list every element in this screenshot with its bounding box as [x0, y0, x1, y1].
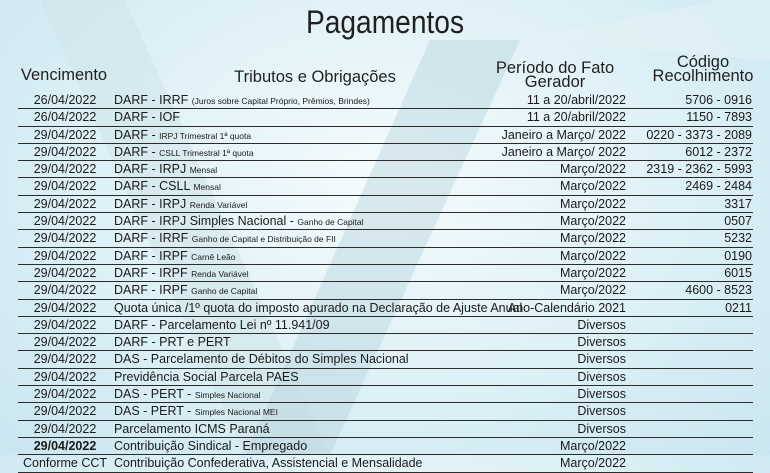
cell-tributo [114, 213, 364, 230]
header-periodo-line2: Gerador [524, 73, 586, 91]
cell-vencimento: 29/04/2022 [33, 248, 97, 263]
cell-tributo [114, 317, 330, 333]
table-row [18, 334, 753, 351]
cell-periodo: Diversos [577, 352, 626, 367]
table-row [18, 178, 753, 195]
cell-tributo [114, 144, 254, 161]
cell-vencimento: 26/04/2022 [33, 93, 97, 107]
cell-periodo: Março/2022 [559, 179, 626, 194]
cell-codigo: 0507 [724, 214, 752, 229]
cell-codigo: 2319 - 2362 - 5993 [646, 162, 752, 177]
table-row [18, 403, 753, 420]
tributo-main: DAS - PERT - [114, 387, 195, 402]
tributo-detail: IRPJ Trimestral 1ª quota [159, 130, 252, 141]
table-row [18, 351, 753, 368]
tributo-main: Quota única /1º quota do imposto apurado na Declaração de Ajuste Anual [114, 300, 523, 315]
cell-periodo: Março/2022 [559, 214, 626, 229]
cell-periodo: Março/2022 [559, 248, 626, 263]
cell-vencimento: 29/04/2022 [33, 317, 97, 332]
tributo-detail: Simples Nacional MEI [194, 407, 278, 418]
tributo-detail: Carnê Leão [191, 251, 236, 262]
cell-vencimento: 29/04/2022 [33, 421, 97, 436]
cell-vencimento: 29/04/2022 [33, 179, 97, 194]
tributo-main: DARF - PRT e PERT [114, 335, 231, 350]
cell-vencimento: 29/04/2022 [33, 404, 97, 419]
header-vencimento: Vencimento [20, 66, 108, 84]
cell-tributo [114, 196, 247, 213]
cell-periodo: Março/2022 [559, 456, 626, 471]
cell-tributo [114, 369, 299, 385]
tributo-main: DARF - Parcelamento Lei nº 11.941/09 [114, 317, 330, 332]
tributo-main: DAS - PERT - [114, 404, 195, 419]
cell-tributo [114, 282, 257, 299]
tributo-main: DARF - IRPJ [114, 196, 187, 211]
cell-vencimento: 29/04/2022 [33, 283, 97, 298]
tributo-main: DARF - [114, 144, 160, 159]
cell-codigo: 0220 - 3373 - 2089 [646, 127, 752, 142]
table-row [18, 248, 753, 265]
tributo-detail: Ganho de Capital [191, 286, 258, 297]
cell-tributo [114, 127, 251, 144]
cell-tributo [114, 334, 231, 350]
cell-tributo [114, 455, 423, 471]
cell-vencimento: 26/04/2022 [33, 110, 97, 125]
cell-tributo [114, 351, 409, 367]
table-row [18, 317, 753, 334]
tributo-main: Parcelamento ICMS Paraná [114, 421, 270, 436]
tributo-main: DAS - Parcelamento de Débitos do Simples Nacional [114, 352, 409, 367]
payments-table [18, 92, 753, 473]
cell-periodo: Março/2022 [559, 162, 626, 177]
cell-vencimento: 29/04/2022 [33, 162, 97, 177]
cell-codigo: 5706 - 0916 [685, 93, 752, 107]
header-tributos: Tributos e Obrigações [234, 68, 396, 86]
cell-periodo: Diversos [577, 369, 626, 384]
tributo-detail: Ganho de Capital e Distribuição de FII [191, 234, 336, 245]
cell-vencimento: 29/04/2022 [33, 144, 97, 159]
cell-periodo: Março/2022 [559, 438, 626, 453]
tributo-detail: Ganho de Capital [297, 217, 364, 228]
cell-vencimento: 29/04/2022 [33, 127, 97, 142]
tributo-main: DARF - IRPJ Simples Nacional - [114, 214, 298, 229]
cell-vencimento: 29/04/2022 [33, 335, 97, 350]
cell-periodo: 11 a 20/abril/2022 [526, 93, 626, 107]
table-row [18, 144, 753, 161]
page-title: Pagamentos [305, 4, 465, 40]
tributo-main: DARF - IRPF [114, 248, 188, 263]
tributo-detail: Simples Nacional [194, 390, 261, 401]
cell-tributo [114, 386, 260, 403]
cell-vencimento: 29/04/2022 [33, 214, 97, 229]
cell-vencimento: 29/04/2022 [33, 387, 97, 402]
cell-periodo: Janeiro a Março/ 2022 [501, 127, 626, 142]
cell-codigo: 5232 [724, 231, 752, 246]
tributo-main: DARF - IRRF [114, 93, 189, 107]
header-codigo-line2: Recolhimento [652, 67, 754, 85]
table-row [18, 109, 753, 126]
tributo-detail: (Juros sobre Capital Próprio, Prêmios, Brindes) [191, 96, 370, 106]
cell-vencimento: 29/04/2022 [33, 196, 97, 211]
cell-periodo: Março/2022 [559, 196, 626, 211]
cell-periodo: Diversos [577, 335, 626, 350]
cell-codigo: 6012 - 2372 [685, 144, 752, 159]
cell-periodo: Março/2022 [559, 231, 626, 246]
table-row [18, 230, 753, 247]
cell-vencimento: 29/04/2022 [33, 300, 97, 315]
table-row [18, 161, 753, 178]
table-row [18, 213, 753, 230]
tributo-detail: CSLL Trimestral 1ª quota [159, 147, 254, 158]
header-codigo [648, 55, 758, 83]
tributo-detail: Mensal [189, 165, 218, 176]
cell-vencimento: 29/04/2022 [33, 265, 97, 280]
cell-tributo [114, 92, 370, 109]
table-row [18, 282, 753, 299]
cell-tributo [114, 230, 336, 247]
cell-codigo: 6015 [724, 265, 752, 280]
cell-vencimento: Conforme CCT [22, 456, 108, 471]
cell-tributo [114, 248, 236, 265]
cell-codigo: 0211 [725, 300, 752, 315]
tributo-detail: Renda Variável [191, 268, 249, 279]
cell-periodo: Diversos [577, 387, 626, 402]
cell-tributo [114, 421, 270, 437]
tributo-detail: Renda Variável [189, 199, 248, 210]
cell-periodo: 11 a 20/abril/2022 [526, 110, 626, 125]
table-row [18, 421, 753, 438]
table-row [18, 455, 753, 472]
cell-codigo: 0190 [724, 248, 752, 263]
table-row [18, 386, 753, 403]
table-row [18, 300, 753, 317]
cell-periodo: Diversos [577, 404, 626, 419]
cell-periodo: Diversos [577, 317, 626, 332]
cell-tributo [114, 403, 278, 420]
header-periodo [490, 61, 620, 89]
table-row [18, 92, 753, 109]
tributo-main: DARF - IRRF [114, 231, 189, 246]
cell-tributo [114, 178, 221, 195]
tributo-detail: Mensal [193, 182, 221, 193]
cell-tributo [114, 300, 522, 316]
cell-codigo: 1150 - 7893 [686, 110, 752, 125]
cell-codigo: 2469 - 2484 [685, 179, 752, 194]
cell-tributo [114, 438, 307, 454]
table-row [18, 265, 753, 282]
tributo-main: DARF - CSLL [114, 179, 190, 194]
cell-vencimento: 29/04/2022 [33, 438, 97, 453]
tributo-main: DARF - IRPF [114, 283, 188, 298]
cell-vencimento: 29/04/2022 [33, 231, 97, 246]
table-row [18, 127, 753, 144]
cell-periodo: Março/2022 [559, 265, 626, 280]
cell-vencimento: 29/04/2022 [33, 352, 97, 367]
header-codigo-line1: Código [676, 53, 730, 71]
tributo-main: Previdência Social Parcela PAES [114, 369, 299, 384]
table-row [18, 196, 753, 213]
tributo-main: Contribuição Confederativa, Assistencial e Mensalidade [114, 456, 423, 471]
cell-vencimento: 29/04/2022 [33, 369, 97, 384]
tributo-main: DARF - IRPJ [114, 162, 187, 177]
cell-tributo [114, 265, 249, 282]
table-row [18, 438, 753, 455]
cell-codigo: 3317 [724, 196, 752, 211]
cell-periodo: Ano-Calendário 2021 [507, 300, 626, 315]
tributo-main: DARF - IOF [114, 110, 180, 125]
cell-periodo: Março/2022 [559, 283, 626, 298]
tributo-main: DARF - IRPF [114, 265, 188, 280]
cell-tributo [114, 161, 217, 178]
cell-codigo: 4600 - 8523 [685, 283, 752, 298]
table-row [18, 369, 753, 386]
cell-periodo: Janeiro a Março/ 2022 [501, 144, 626, 159]
cell-tributo [114, 109, 180, 125]
tributo-main: DARF - [114, 127, 160, 142]
tributo-main: Contribuição Sindical - Empregado [114, 438, 308, 453]
header-periodo-line1: Período do Fato [495, 59, 615, 77]
cell-periodo: Diversos [577, 421, 626, 436]
